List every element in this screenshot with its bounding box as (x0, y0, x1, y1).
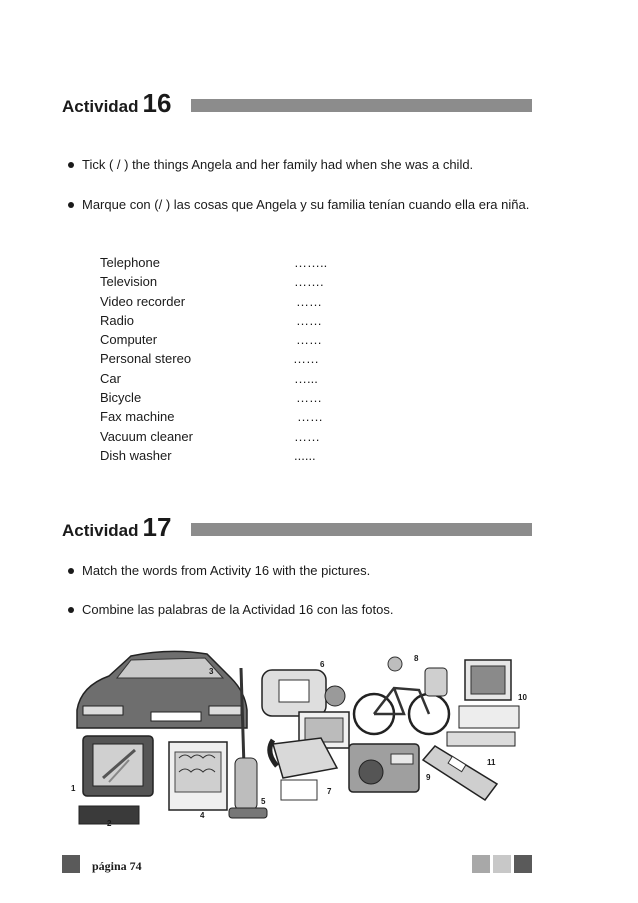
vocabulary-word: Telephone (100, 255, 160, 270)
mobile-phone-illustration (423, 746, 497, 800)
picture-number-2: 2 (107, 819, 112, 826)
footer-square-right-1 (472, 855, 490, 873)
picture-number-11: 11 (487, 758, 496, 767)
tick-blank[interactable]: ……. (294, 274, 324, 290)
vocabulary-word: Radio (100, 312, 134, 328)
vocabulary-word: Fax machine (100, 409, 175, 425)
vocabulary-row (100, 311, 360, 330)
picture-number-6: 6 (320, 660, 325, 669)
vocabulary-word: Dish washer (100, 447, 172, 463)
instruction-16-spanish (68, 197, 529, 212)
tick-blank[interactable]: …... (294, 370, 318, 386)
tick-blank[interactable]: ...... (294, 447, 316, 463)
instruction-text: Combine las palabras de la Actividad 16 con las fotos. (82, 602, 394, 617)
vocabulary-word: Vacuum cleaner (100, 428, 193, 444)
vocabulary-word: Computer (100, 332, 158, 348)
picture-number-4: 4 (200, 811, 205, 820)
activity-17-header-bar (191, 523, 532, 536)
vocabulary-word: Television (100, 274, 158, 290)
instruction-17-english (68, 563, 370, 578)
activity-16-word: Actividad (62, 97, 139, 116)
vocabulary-row (100, 272, 360, 291)
tick-blank[interactable]: …… (296, 332, 322, 348)
video-recorder-illustration (425, 668, 447, 696)
footer-square-right-2 (493, 855, 511, 873)
vocabulary-word: Car (100, 370, 121, 386)
activity-17-number: 17 (142, 512, 172, 542)
vocabulary-row (100, 349, 360, 368)
tick-blank[interactable]: …… (294, 428, 320, 444)
instruction-text: Marque con (/ ) las cosas que Angela y su familia tenían cuando ella era niña. (82, 197, 530, 212)
page-number-label: página 74 (92, 859, 142, 873)
bullet-icon (68, 162, 74, 168)
vocabulary-row (100, 407, 360, 426)
footer-square-right-3 (514, 855, 532, 873)
car-illustration (77, 651, 247, 728)
vocabulary-list (100, 253, 360, 465)
picture-number-7: 7 (327, 787, 332, 796)
television-illustration (83, 736, 153, 796)
vocabulary-row (100, 292, 360, 311)
vocabulary-row (100, 369, 360, 388)
tick-blank[interactable]: …… (296, 390, 322, 406)
instruction-16-english (68, 157, 473, 172)
activity-16-number: 16 (142, 88, 172, 118)
bullet-icon (68, 202, 74, 208)
vocabulary-row (100, 330, 360, 349)
tick-blank[interactable]: …… (296, 293, 322, 309)
picture-number-10: 10 (518, 693, 527, 702)
vocabulary-row (100, 427, 360, 446)
tick-blank[interactable]: …… (297, 409, 323, 425)
picture-number-8: 8 (414, 654, 419, 663)
activity-16-header-bar (191, 99, 532, 112)
vocabulary-word: Personal stereo (100, 351, 192, 367)
tick-blank[interactable]: …….. (294, 255, 328, 270)
footer-square-left (62, 855, 80, 873)
vocabulary-row (100, 446, 360, 465)
vocabulary-word: Bicycle (100, 390, 142, 406)
picture-number-1: 1 (71, 784, 76, 793)
radio-illustration (349, 744, 419, 792)
tick-blank[interactable]: …… (296, 312, 322, 328)
picture-number-3: 3 (209, 667, 214, 676)
vocabulary-row (100, 388, 360, 407)
picture-number-9: 9 (426, 773, 431, 782)
vocabulary-word: Video recorder (100, 293, 186, 309)
bullet-icon (68, 607, 74, 613)
activity-17-title (62, 512, 171, 543)
instruction-17-spanish (68, 602, 393, 617)
instruction-text: Tick ( / ) the things Angela and her family had when she was a child. (82, 157, 474, 172)
picture-number-5: 5 (261, 797, 266, 806)
vocabulary-row (100, 253, 360, 272)
tick-blank[interactable]: …… (293, 351, 319, 367)
radio-cassette-illustration (262, 670, 345, 716)
desktop-computer-illustration (447, 660, 519, 746)
bullet-icon (68, 568, 74, 574)
household-items-photo-collage (69, 648, 534, 826)
activity-17-word: Actividad (62, 521, 139, 540)
dishwasher-illustration (169, 742, 227, 810)
instruction-text: Match the words from Activity 16 with the pictures. (82, 563, 371, 578)
activity-16-title (62, 88, 171, 119)
